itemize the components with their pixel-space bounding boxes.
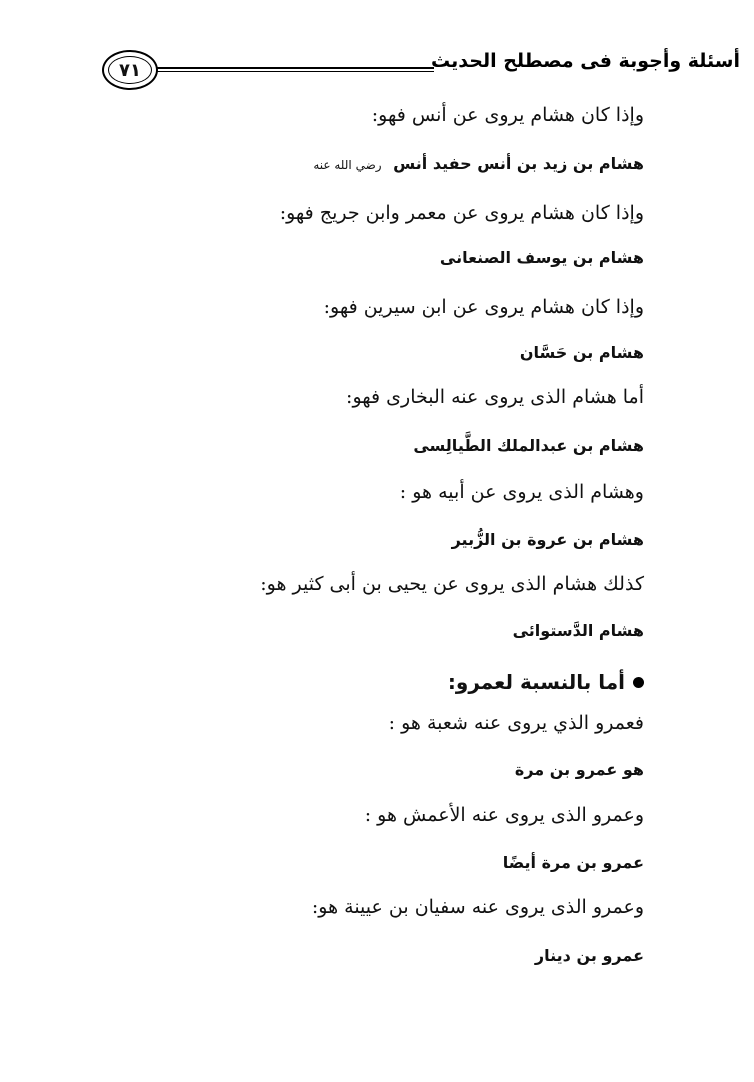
question-line: وهشام الذى يروى عن أبيه هو : — [399, 481, 644, 503]
answer-line: هشام بن عبدالملك الطَّيالِسى — [413, 436, 644, 455]
page-number: ٧١ — [119, 59, 141, 81]
answer-line: عمرو بن مرة أيضًا — [502, 853, 644, 872]
section-title: أما بالنسبة لعمرو: — [447, 670, 625, 694]
answer-line: هشام بن يوسف الصنعانى — [439, 248, 644, 267]
question-line: وإذا كان هشام يروى عن ابن سيرين فهو: — [323, 296, 644, 318]
header-rule — [156, 67, 434, 69]
answer-text: هشام بن زيد بن أنس حفيد أنس — [393, 154, 644, 173]
answer-line: هو عمرو بن مرة — [514, 760, 644, 779]
answer-line: هشام الدَّستوائى — [512, 621, 644, 640]
question-line: كذلك هشام الذى يروى عن يحيى بن أبى كثير هو: — [260, 573, 644, 595]
question-line: فعمرو الذي يروى عنه شعبة هو : — [388, 712, 644, 734]
answer-line: عمرو بن دينار — [534, 946, 644, 965]
question-line: وإذا كان هشام يروى عن معمر وابن جريج فهو: — [279, 202, 644, 224]
question-line: أما هشام الذى يروى عنه البخارى فهو: — [346, 386, 644, 408]
bullet-icon — [633, 677, 644, 688]
section-heading — [448, 670, 644, 694]
question-line: وعمرو الذى يروى عنه الأعمش هو : — [364, 804, 644, 826]
question-line: وإذا كان هشام يروى عن أنس فهو: — [371, 104, 644, 126]
question-line: وعمرو الذى يروى عنه سفيان بن عيينة هو: — [311, 896, 644, 918]
answer-line: هشام بن عروة بن الزُّبير — [451, 530, 644, 549]
answer-line — [313, 154, 644, 173]
header-rule-thin — [156, 71, 434, 72]
running-header-title: أسئلة وأجوبة فى مصطلح الحديث — [431, 50, 740, 72]
page-number-badge — [102, 50, 158, 90]
honorific-mark: رضي الله عنه — [313, 158, 382, 172]
answer-line: هشام بن حَسَّان — [519, 343, 644, 362]
